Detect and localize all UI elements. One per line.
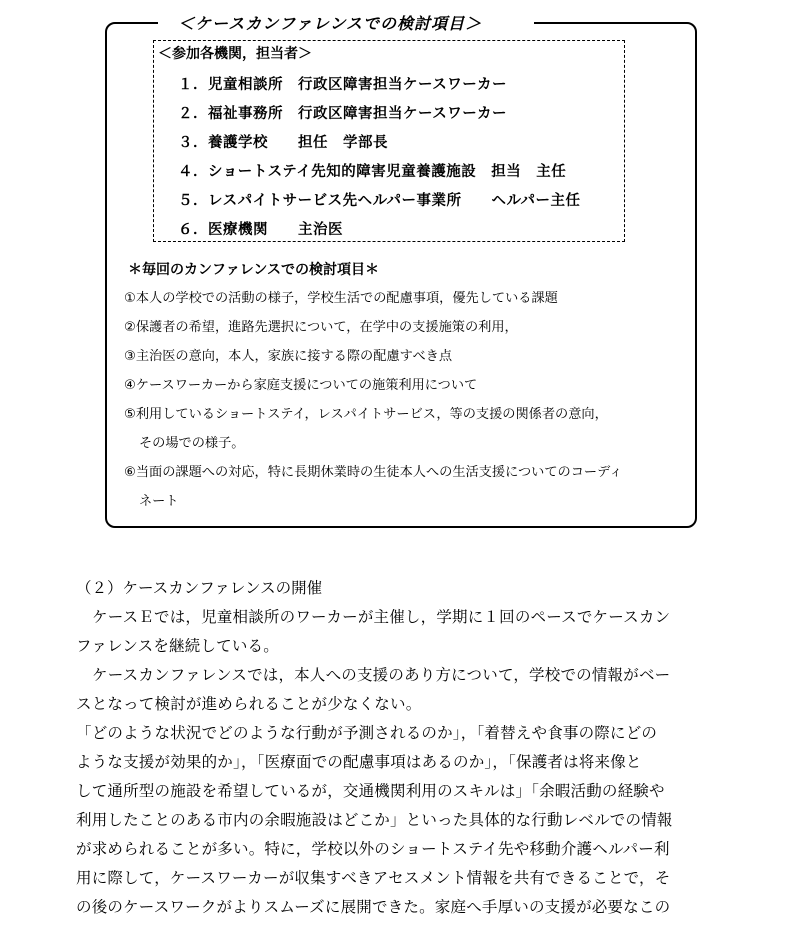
participant-item: １．児童相談所 行政区障害担当ケースワーカー [178,77,507,93]
consultation-item: ⑤利用しているショートステイ，レスパイトサービス，等の支援の関係者の意向， [124,407,608,422]
paragraph-line: ケースＥでは，児童相談所のワーカーが主催し，学期に１回のペースでケースカン [92,608,671,626]
paragraph-line: の後のケースワークがよりスムーズに展開できた。家庭へ手厚いの支援が必要なこの [76,898,671,916]
paragraph-line: ケースカンファレンスでは，本人への支援のあり方について，学校での情報がベー [92,666,671,684]
consultation-item: ②保護者の希望，進路先選択について，在学中の支援施策の利用， [124,320,518,335]
frame-title: ＜ケースカンファレンスでの検討項目＞ [178,14,483,33]
consultation-item-continuation: その場での様子。 [139,436,245,451]
paragraph-line: スとなって検討が進められることが少なくない。 [76,695,422,713]
paragraph-line: ファレンスを継続している。 [76,637,279,655]
consultation-item: ③主治医の意向，本人，家族に接する際の配慮すべき点 [124,349,453,364]
paragraph-line: ような支援が効果的か」，「医療面での配慮事項はあるのか」，「保護者は将来像と [76,753,642,771]
participant-item: ３．養護学校 担任 学部長 [178,135,388,151]
paragraph-line: 用に際して，ケースワーカーが収集すべきアセスメント情報を共有できることで，そ [76,869,671,887]
paragraph-line: 「どのような状況でどのような行動が予測されるのか」，「着替えや食事の際にどの [76,724,658,742]
participant-item: ５．レスパイトサービス先ヘルパー事業所 ヘルパー主任 [178,193,581,209]
paragraph-line: が求められることが多い。特に，学校以外のショートステイ先や移動介護ヘルパー利 [76,840,670,858]
consultation-item: ⑥当面の課題への対応，特に長期休業時の生徒本人への生活支援についてのコーディ [124,465,623,480]
consultation-item: ①本人の学校での活動の様子，学校生活での配慮事項，優先している課題 [124,291,558,306]
participant-item: ６．医療機関 主治医 [178,222,343,238]
consultation-item: ④ケースワーカーから家庭支援についての施策利用について [124,378,478,393]
participants-heading: ＜参加各機関，担当者＞ [158,46,312,62]
section-heading: （２）ケースカンファレンスの開催 [76,579,323,597]
consultation-item-continuation: ネート [139,494,179,509]
paragraph-line: して通所型の施設を希望しているが，交通機関利用のスキルは」「余暇活動の経験や [76,782,665,800]
participant-item: ４．ショートステイ先知的障害児童養護施設 担当 主任 [178,164,567,180]
paragraph-line: 利用したことのある市内の余暇施設はどこか」といった具体的な行動レベルでの情報 [76,811,673,829]
items-heading: ＊毎回のカンファレンスでの検討項目＊ [128,262,379,278]
participant-item: ２．福祉事務所 行政区障害担当ケースワーカー [178,106,507,122]
